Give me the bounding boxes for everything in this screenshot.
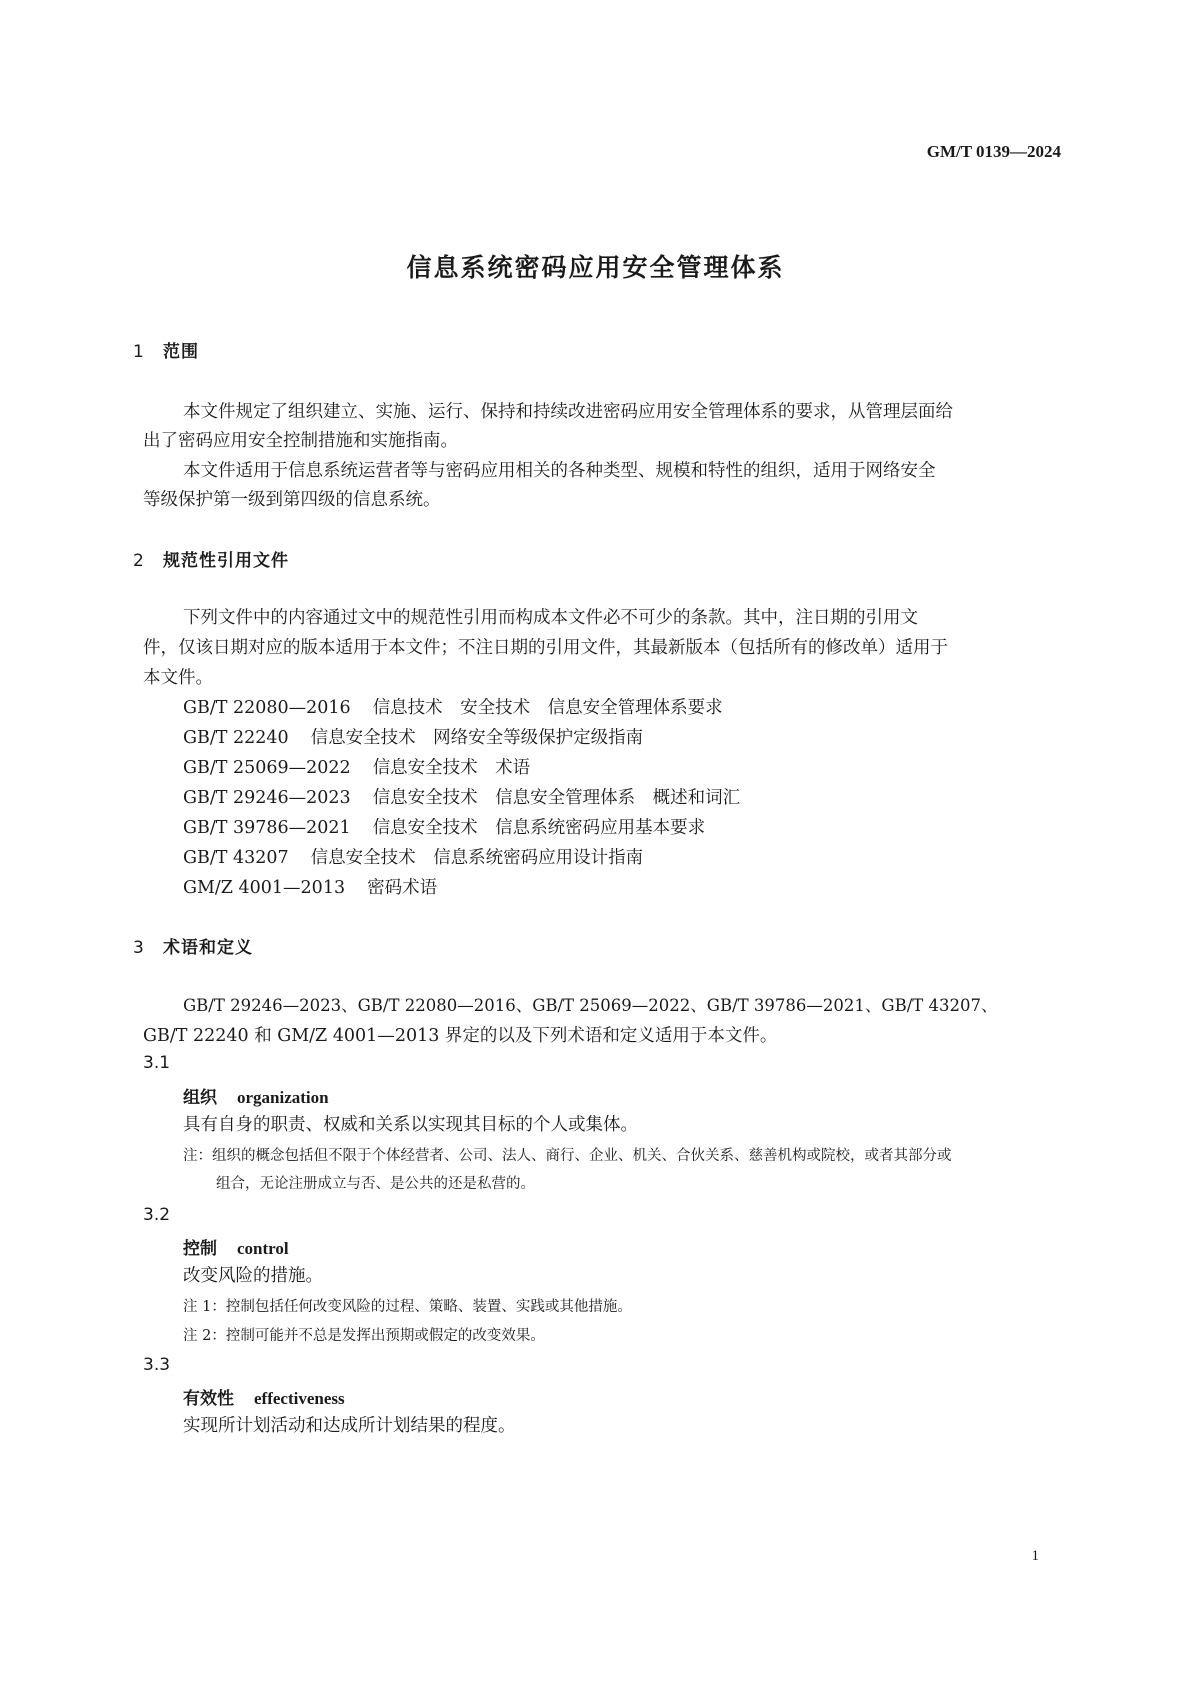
term-entry	[183, 1083, 329, 1108]
term-definition: 具有自身的职责、权威和关系以实现其目标的个人或集体。	[183, 1115, 638, 1135]
page-number: 1	[1031, 1548, 1039, 1564]
ref-code: GM/Z 4001—2013	[183, 878, 346, 898]
section-number: 2	[133, 551, 145, 571]
ref-code: GB/T 22080—2016	[183, 698, 351, 718]
paragraph-line: 本文件适用于信息系统运营者等与密码应用相关的各种类型、规模和特性的组织，适用于网络安全	[183, 461, 936, 481]
paragraph-line: 出了密码应用安全控制措施和实施指南。	[143, 431, 458, 451]
section-1-heading	[133, 337, 199, 362]
normative-reference	[183, 694, 745, 719]
term-note: 注 2：控制可能并不总是发挥出预期或假定的改变效果。	[183, 1328, 545, 1344]
section-3-heading	[133, 933, 253, 958]
term-entry	[183, 1234, 289, 1259]
ref-title: 信息安全技术 信息安全管理体系 概述和词汇	[372, 788, 741, 808]
normative-reference	[183, 754, 552, 779]
term-zh: 有效性	[183, 1389, 234, 1409]
section-title: 规范性引用文件	[163, 551, 289, 571]
term-definition: 改变风险的措施。	[183, 1266, 323, 1286]
term-note: 注 1：控制包括任何改变风险的过程、策略、装置、实践或其他措施。	[183, 1299, 632, 1315]
ref-code: GB/T 22240	[183, 728, 289, 748]
section-title: 范围	[163, 342, 199, 362]
term-number: 3.2	[143, 1205, 171, 1225]
ref-title: 密码术语	[367, 878, 438, 898]
term-note: 组合，无论注册成立与否、是公共的还是私营的。	[216, 1176, 535, 1192]
paragraph-line: GB/T 29246—2023、GB/T 22080—2016、GB/T 25069—2022、GB/T 39786—2021、GB/T 43207、	[183, 996, 998, 1015]
section-title: 术语和定义	[163, 938, 253, 958]
normative-reference	[183, 814, 727, 839]
section-number: 1	[133, 342, 145, 362]
term-en: organization	[237, 1088, 329, 1107]
ref-title: 信息安全技术 网络安全等级保护定级指南	[310, 728, 644, 748]
ref-code: GB/T 43207	[183, 848, 289, 868]
ref-code: GB/T 25069—2022	[183, 758, 351, 778]
section-number: 3	[133, 938, 145, 958]
ref-title: 信息安全技术 术语	[372, 758, 531, 778]
term-zh: 组织	[183, 1088, 217, 1108]
normative-reference	[183, 784, 762, 809]
term-definition: 实现所计划活动和达成所计划结果的程度。	[183, 1416, 516, 1436]
section-2-heading	[133, 546, 289, 571]
term-zh: 控制	[183, 1239, 217, 1259]
term-note: 注：组织的概念包括但不限于个体经营者、公司、法人、商行、企业、机关、合伙关系、慈善机构或院校，或者其部分或	[183, 1148, 952, 1164]
paragraph-line: 件，仅该日期对应的版本适用于本文件；不注日期的引用文件，其最新版本（包括所有的修改单）适用于	[143, 638, 948, 658]
paragraph-line: 下列文件中的内容通过文中的规范性引用而构成本文件必不可少的条款。其中，注日期的引用文	[183, 608, 918, 628]
term-number: 3.3	[143, 1355, 171, 1375]
term-en: effectiveness	[254, 1389, 345, 1408]
document-number: GM/T 0139—2024	[926, 142, 1061, 161]
ref-code: GB/T 39786—2021	[183, 818, 351, 838]
ref-title: 信息安全技术 信息系统密码应用设计指南	[310, 848, 644, 868]
paragraph-line: GB/T 22240 和 GM/Z 4001—2013 界定的以及下列术语和定义适用于本文件。	[143, 1026, 778, 1046]
ref-title: 信息技术 安全技术 信息安全管理体系要求	[372, 698, 723, 718]
ref-code: GB/T 29246—2023	[183, 788, 351, 808]
normative-reference	[183, 844, 665, 869]
term-en: control	[237, 1239, 289, 1258]
paragraph-line: 等级保护第一级到第四级的信息系统。	[143, 490, 441, 510]
paragraph-line: 本文件规定了组织建立、实施、运行、保持和持续改进密码应用安全管理体系的要求，从管理层面给	[183, 402, 953, 422]
ref-title: 信息安全技术 信息系统密码应用基本要求	[372, 818, 706, 838]
term-entry	[183, 1384, 345, 1409]
document-title: 信息系统密码应用安全管理体系	[406, 253, 785, 282]
normative-reference	[183, 724, 665, 749]
term-number: 3.1	[143, 1053, 171, 1073]
paragraph-line: 本文件。	[143, 668, 213, 688]
normative-reference	[183, 874, 459, 899]
